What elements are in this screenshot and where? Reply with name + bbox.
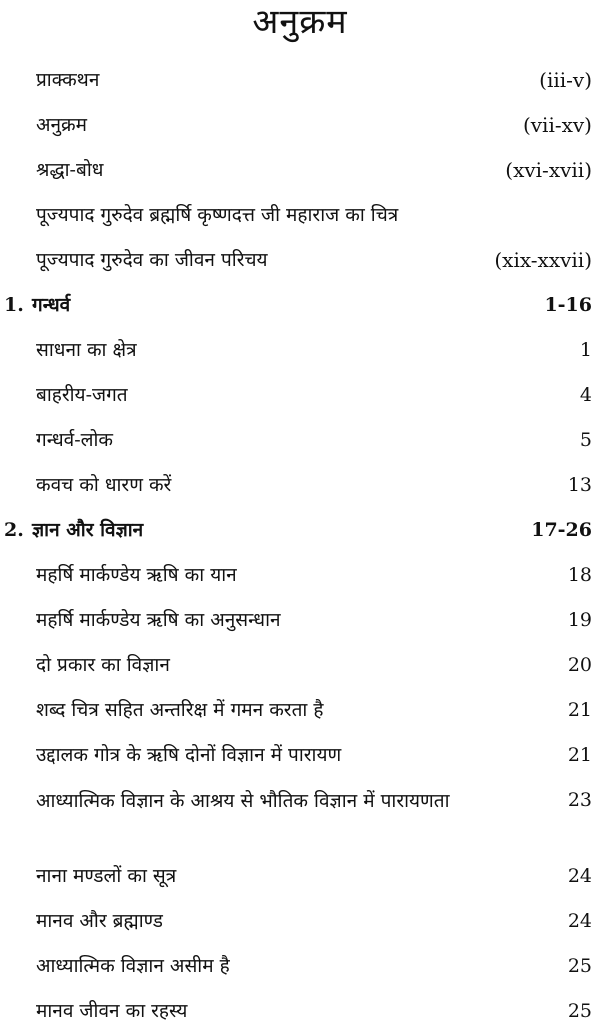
toc-entry-label: गन्धर्व-लोक [36,429,114,451]
toc-entry-label: उद्दालक गोत्र के ऋषि दोनों विज्ञान में पारायण [36,744,342,766]
toc-entry-portrait[interactable] [0,193,600,238]
toc-entry[interactable] [0,778,600,854]
table-of-contents [0,58,600,1034]
toc-entry-label: आध्यात्मिक विज्ञान असीम है [36,955,230,977]
toc-entry-page: 4 [579,384,592,406]
toc-entry-label: श्रद्धा-बोध [36,159,104,181]
toc-entry-label: शब्द चित्र सहित अन्तरिक्ष में गमन करता है [36,699,324,721]
toc-entry-label: साधना का क्षेत्र [36,339,137,361]
toc-entry[interactable] [0,463,600,508]
toc-entry-page: (vii-xv) [522,113,592,137]
toc-entry-page: 19 [567,609,592,631]
toc-entry-label: नाना मण्डलों का सूत्र [36,865,177,887]
toc-entry-page: 5 [579,429,592,451]
toc-entry[interactable] [0,418,600,463]
toc-entry-page: 20 [567,654,592,676]
chapter-page-range: 17-26 [531,519,592,541]
chapter-heading-2[interactable] [0,508,600,553]
toc-entry-page: 24 [567,865,592,887]
chapter-number: 1. [4,294,24,316]
toc-entry[interactable] [0,899,600,944]
toc-entry-page: 1 [579,339,592,361]
toc-entry-label: अनुक्रम [36,114,88,136]
toc-entry-label: मानव जीवन का रहस्य [36,1000,188,1022]
toc-entry-page: 21 [567,744,592,766]
chapter-title: गन्धर्व [32,294,71,316]
toc-entry-label: महर्षि मार्कण्डेय ऋषि का यान [36,564,237,586]
toc-entry-preface[interactable] [0,58,600,103]
toc-entry-page: 21 [567,699,592,721]
toc-entry[interactable] [0,989,600,1034]
toc-entry[interactable] [0,944,600,989]
page-title: अनुक्रम [252,2,348,42]
toc-entry-label: आध्यात्मिक विज्ञान के आश्रय से भौतिक विज्ञान में पारायणता [36,790,450,812]
toc-entry-page: (xix-xxvii) [494,248,592,272]
chapter-heading-1[interactable] [0,283,600,328]
chapter-title: ज्ञान और विज्ञान [32,519,144,541]
toc-entry-page: 23 [567,789,592,811]
toc-entry-label: पूज्यपाद गुरुदेव ब्रह्मर्षि कृष्णदत्त जी महाराज का चित्र [36,204,399,226]
toc-entry[interactable] [0,328,600,373]
toc-entry[interactable] [0,373,600,418]
toc-entry[interactable] [0,643,600,688]
toc-entry-label: दो प्रकार का विज्ञान [36,654,170,676]
chapter-page-range: 1-16 [544,294,592,316]
toc-entry-page: (xvi-xvii) [505,158,592,182]
toc-entry-label: प्राक्कथन [36,69,100,91]
toc-entry[interactable] [0,688,600,733]
toc-entry[interactable] [0,553,600,598]
toc-entry-page: 25 [567,1000,592,1022]
toc-entry-page: (iii-v) [539,68,592,92]
toc-entry-label: मानव और ब्रह्माण्ड [36,910,163,932]
toc-entry-label: महर्षि मार्कण्डेय ऋषि का अनुसन्धान [36,609,281,631]
toc-entry[interactable] [0,854,600,899]
toc-entry[interactable] [0,733,600,778]
toc-entry-contents[interactable] [0,103,600,148]
toc-entry-page: 13 [567,474,592,496]
toc-entry-dedication[interactable] [0,148,600,193]
toc-entry-label: पूज्यपाद गुरुदेव का जीवन परिचय [36,249,268,271]
toc-entry-page: 24 [567,910,592,932]
toc-entry-page: 18 [567,564,592,586]
toc-entry-biography[interactable] [0,238,600,283]
toc-entry-page: 25 [567,955,592,977]
toc-entry-label: कवच को धारण करें [36,474,172,496]
toc-entry[interactable] [0,598,600,643]
toc-entry-label: बाहरीय-जगत [36,384,128,406]
chapter-number: 2. [4,519,24,541]
